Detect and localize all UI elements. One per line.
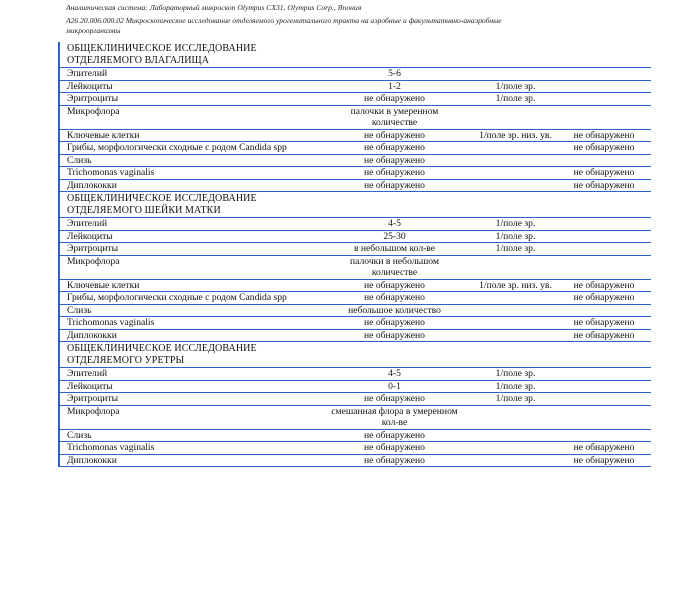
result-value-cell: не обнаружено [329,317,460,330]
unit-cell [460,105,557,129]
reference-value-cell: не обнаружено [557,442,651,455]
test-name-cell: Диплококки [60,454,329,467]
reference-value-cell [557,405,651,429]
result-row [60,105,651,129]
unit-cell [460,255,557,279]
result-row [60,405,651,429]
test-name-cell: Лейкоциты [60,230,329,243]
unit-cell: 1/поле зр. [460,243,557,256]
empty-cell [460,42,557,68]
test-name-cell: Эритроциты [60,93,329,106]
test-name-cell: Грибы, морфологически сходные с родом Candida spp [60,142,329,155]
section-header [60,192,651,218]
reference-value-cell [557,154,651,167]
result-value-cell: 5-6 [329,68,460,81]
result-row [60,442,651,455]
test-name-cell: Диплококки [60,179,329,192]
section-title [60,42,460,68]
reference-value-cell: не обнаружено [557,317,651,330]
test-name-cell: Лейкоциты [60,80,329,93]
reference-value-cell: не обнаружено [557,329,651,342]
result-value-cell: палочки в умеренном количестве [329,105,460,129]
section-title-line: ОБЩЕКЛИНИЧЕСКОЕ ИССЛЕДОВАНИЕ [67,343,257,354]
test-name-cell: Эпителий [60,68,329,81]
section-header [60,342,651,368]
test-name-cell: Trichomonas vaginalis [60,167,329,180]
unit-cell: 1/поле зр. [460,393,557,406]
result-value-cell: 1-2 [329,80,460,93]
unit-cell [460,142,557,155]
result-row [60,167,651,180]
result-value-cell: не обнаружено [329,454,460,467]
reference-value-cell [557,68,651,81]
result-row [60,255,651,279]
unit-cell [460,292,557,305]
result-row [60,380,651,393]
test-name-cell: Лейкоциты [60,380,329,393]
result-row [60,93,651,106]
unit-cell [460,405,557,429]
reference-value-cell [557,429,651,442]
test-name-cell: Диплококки [60,329,329,342]
result-value-cell: не обнаружено [329,129,460,142]
result-row [60,179,651,192]
reference-value-cell: не обнаружено [557,167,651,180]
result-value-cell: не обнаружено [329,292,460,305]
section-title-line: ОТДЕЛЯЕМОГО ШЕЙКИ МАТКИ [67,204,221,216]
unit-cell: 1/поле зр. [460,380,557,393]
test-name-cell: Ключевые клетки [60,129,329,142]
result-row [60,329,651,342]
unit-cell: 1/поле зр. [460,218,557,231]
unit-cell: 1/поле зр. низ. ув. [460,129,557,142]
result-value-cell: не обнаружено [329,93,460,106]
result-row [60,292,651,305]
section-title [60,342,460,368]
unit-cell [460,304,557,317]
reference-value-cell [557,93,651,106]
test-name-cell: Микрофлора [60,105,329,129]
result-row [60,154,651,167]
unit-cell: 1/поле зр. низ. ув. [460,279,557,292]
result-row [60,142,651,155]
result-value-cell: не обнаружено [329,167,460,180]
section-title-line: ОБЩЕКЛИНИЧЕСКОЕ ИССЛЕДОВАНИЕ [67,193,257,204]
test-name-cell: Эритроциты [60,243,329,256]
unit-cell [460,454,557,467]
unit-cell [460,154,557,167]
test-name-cell: Эпителий [60,368,329,381]
test-name-cell: Trichomonas vaginalis [60,442,329,455]
reference-value-cell [557,105,651,129]
result-row [60,129,651,142]
result-row [60,304,651,317]
test-name-cell: Слизь [60,304,329,317]
result-value-cell: не обнаружено [329,154,460,167]
result-value-cell: 0-1 [329,380,460,393]
test-name-cell: Слизь [60,154,329,167]
unit-cell: 1/поле зр. [460,93,557,106]
result-value-cell: небольшое количество [329,304,460,317]
result-row [60,279,651,292]
unit-cell [460,429,557,442]
unit-cell: 1/поле зр. [460,230,557,243]
result-value-cell: не обнаружено [329,179,460,192]
unit-cell [460,317,557,330]
analytic-system-line: Аналитическая система: Лабораторный микроскоп Olympus CX31, Olympus Corp., Япония [66,3,362,12]
reference-value-cell [557,243,651,256]
test-code-line: A26.20.006.000.02 Микроскопическое исследование отделяемого урогенитального тракта на аэробные и факультативно-анаэробные [66,16,502,25]
result-row [60,80,651,93]
empty-cell [557,192,651,218]
section-title-line: ОТДЕЛЯЕМОГО УРЕТРЫ [67,354,185,366]
unit-cell: 1/поле зр. [460,80,557,93]
reference-value-cell: не обнаружено [557,179,651,192]
result-value-cell: смешанная флора в умеренном кол-ве [329,405,460,429]
empty-cell [557,342,651,368]
section-title-line: ОБЩЕКЛИНИЧЕСКОЕ ИССЛЕДОВАНИЕ [67,43,257,54]
unit-cell: 1/поле зр. [460,368,557,381]
reference-value-cell [557,368,651,381]
reference-value-cell: не обнаружено [557,142,651,155]
result-value-cell: не обнаружено [329,279,460,292]
result-row [60,68,651,81]
result-value-cell: 4-5 [329,368,460,381]
result-value-cell: не обнаружено [329,393,460,406]
results-table [60,42,651,467]
test-name-cell: Эритроциты [60,393,329,406]
unit-cell [460,329,557,342]
result-value-cell: не обнаружено [329,429,460,442]
section-header [60,42,651,68]
unit-cell [460,179,557,192]
test-code-line-cont: микроорганизмы [66,26,121,35]
reference-value-cell [557,380,651,393]
unit-cell [460,442,557,455]
reference-value-cell: не обнаружено [557,292,651,305]
test-name-cell: Слизь [60,429,329,442]
reference-value-cell [557,304,651,317]
reference-value-cell [557,230,651,243]
reference-value-cell [557,218,651,231]
test-name-cell: Микрофлора [60,405,329,429]
reference-value-cell [557,255,651,279]
reference-value-cell: не обнаружено [557,129,651,142]
reference-value-cell [557,393,651,406]
empty-cell [460,192,557,218]
result-row [60,393,651,406]
result-value-cell: 4-5 [329,218,460,231]
result-value-cell: в небольшом кол-ве [329,243,460,256]
results-table-wrapper [58,42,651,467]
empty-cell [557,42,651,68]
unit-cell [460,68,557,81]
reference-value-cell [557,80,651,93]
result-row [60,429,651,442]
test-name-cell: Ключевые клетки [60,279,329,292]
results-table-body [60,42,651,467]
empty-cell [460,342,557,368]
result-value-cell: 25-30 [329,230,460,243]
result-row [60,317,651,330]
reference-value-cell: не обнаружено [557,279,651,292]
test-name-cell: Эпителий [60,218,329,231]
result-row [60,218,651,231]
section-title [60,192,460,218]
result-row [60,454,651,467]
section-title-line: ОТДЕЛЯЕМОГО ВЛАГАЛИЩА [67,54,210,66]
result-row [60,230,651,243]
result-row [60,243,651,256]
reference-value-cell: не обнаружено [557,454,651,467]
result-value-cell: не обнаружено [329,142,460,155]
test-name-cell: Микрофлора [60,255,329,279]
unit-cell [460,167,557,180]
result-value-cell: не обнаружено [329,329,460,342]
result-value-cell: палочки в небольшом количестве [329,255,460,279]
result-row [60,368,651,381]
test-name-cell: Грибы, морфологически сходные с родом Candida spp [60,292,329,305]
test-name-cell: Trichomonas vaginalis [60,317,329,330]
result-value-cell: не обнаружено [329,442,460,455]
